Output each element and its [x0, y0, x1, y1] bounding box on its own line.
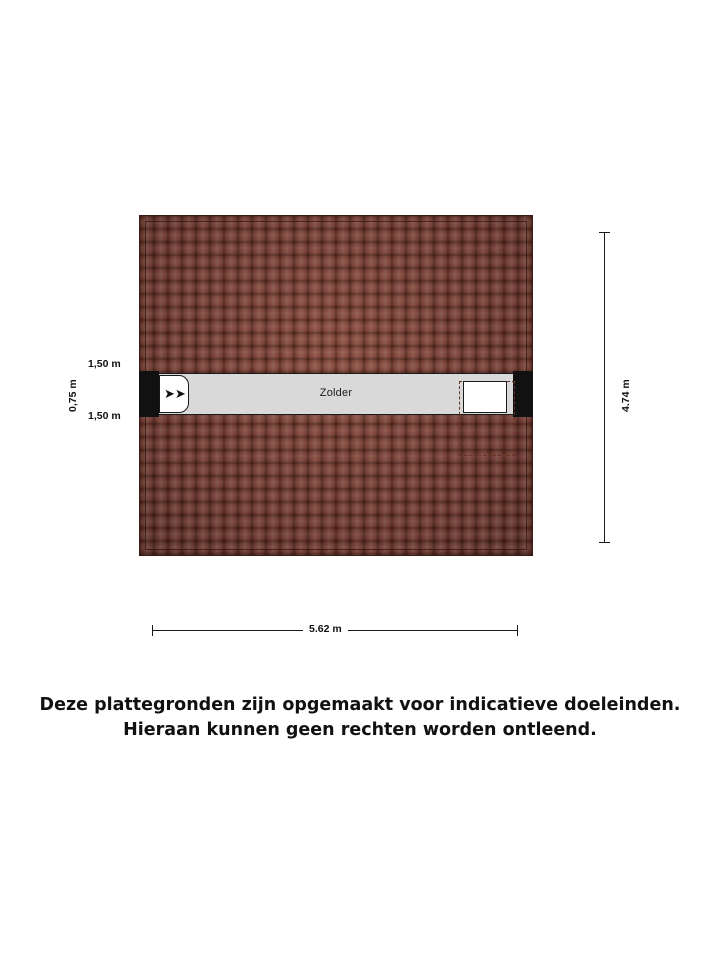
dimension-cap-width-left [152, 625, 153, 636]
disclaimer-line-1: Deze plattegronden zijn opgemaakt voor indicatieve doeleinden. [39, 695, 681, 715]
dimension-line-height [604, 232, 605, 542]
dimension-label-height: 4.74 m [620, 379, 632, 412]
disclaimer-line-2: Hieraan kunnen geen rechten worden ontleend. [123, 720, 597, 741]
dimension-label-left: 0,75 m [67, 379, 79, 412]
disclaimer-text [0, 693, 720, 744]
dimension-cap-width-right [517, 625, 518, 636]
wall-block-left [139, 371, 159, 417]
wall-block-right [513, 371, 533, 417]
stairs-icon [159, 375, 189, 413]
dimension-label-corridor-bottom: 1,50 m [88, 410, 121, 422]
dimension-label-corridor-top: 1,50 m [88, 358, 121, 370]
room-label-zolder: Zolder [319, 387, 353, 399]
dimension-cap-height-top [599, 232, 610, 233]
dimension-cap-height-bottom [599, 542, 610, 543]
stairs-arrow-icon: ➤➤ [164, 387, 186, 402]
dimension-label-width: 5.62 m [303, 623, 348, 635]
roof-hatch-icon [463, 381, 507, 413]
